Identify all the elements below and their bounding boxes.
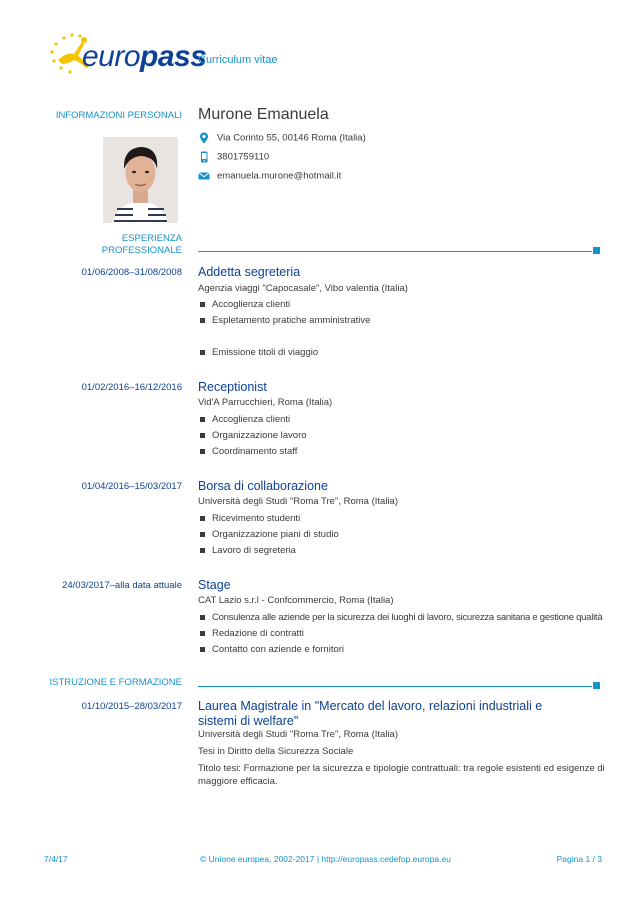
job-bullet (198, 612, 602, 623)
job-bullet (198, 299, 290, 310)
job-date: 01/06/2008–31/08/2008 (81, 267, 182, 278)
logo-text-pass: pass (140, 40, 207, 73)
education-thesis (198, 762, 605, 788)
bullet-text: Coordinamento staff (212, 446, 298, 457)
education-divider (198, 686, 592, 687)
person-name: Murone Emanuela (198, 106, 329, 123)
job-bullet (198, 347, 318, 358)
job-title: Addetta segreteria (198, 265, 301, 279)
footer-copyright[interactable]: © Unione europea, 2002-2017 | http://europass.cedefop.europa.eu (200, 854, 451, 864)
education-title-line1: Laurea Magistrale in "Mercato del lavoro, relazioni industriali e (198, 699, 543, 713)
mobile-phone-icon (198, 151, 210, 163)
phone-row (198, 151, 269, 163)
bullet-text: Redazione di contratti (212, 628, 304, 639)
education-label: ISTRUZIONE E FORMAZIONE (49, 677, 182, 688)
experience-divider (198, 251, 592, 252)
experience-divider-square (593, 247, 600, 254)
job-bullet (198, 414, 290, 425)
job-bullet (198, 644, 344, 655)
bullet-text: Organizzazione lavoro (212, 430, 307, 441)
job-bullet (198, 446, 297, 457)
bullet-text: Organizzazione piani di studio (212, 529, 339, 540)
education-title-line2: sistemi di welfare" (198, 714, 299, 728)
job-bullet (198, 513, 300, 524)
bullet-square (200, 350, 205, 355)
bullet-text: Contatto con aziende e fornitori (212, 644, 345, 655)
bullet-text: Ricevimento studenti (212, 513, 301, 524)
education-note: Tesi in Diritto della Sicurezza Sociale (198, 746, 354, 757)
job-date: 24/03/2017–alla data attuale (62, 580, 182, 591)
bullet-text: Accoglienza clienti (212, 414, 291, 425)
job-bullet (198, 430, 307, 441)
europass-wordmark (82, 40, 206, 74)
address-row (198, 132, 366, 144)
job-bullet (198, 628, 304, 639)
job-title: Borsa di collaborazione (198, 479, 328, 493)
job-bullet (198, 529, 339, 540)
phone-text: 3801759110 (217, 151, 270, 163)
bullet-text: Consulenza alle aziende per la sicurezza dei luoghi di lavoro, sicurezza sanitaria e gestione qualità (212, 612, 603, 623)
bullet-square (200, 449, 205, 454)
bullet-square (200, 516, 205, 521)
education-thesis-line2: maggiore efficacia. (198, 776, 278, 787)
education-thesis-line1: Titolo tesi: Formazione per la sicurezza e tipologie contrattuali: tra regole esistenti ed esigenze di (198, 763, 605, 774)
education-org: Università degli Studi "Roma Tre", Roma (Italia) (198, 729, 398, 740)
bullet-text: Emissione titoli di viaggio (212, 347, 319, 358)
logo-text-euro: euro (82, 40, 141, 73)
bullet-square (200, 631, 205, 636)
bullet-square (200, 532, 205, 537)
job-org: Vid'A Parrucchieri, Roma (Italia) (198, 397, 333, 408)
cv-title: Curriculum vitae (198, 54, 278, 66)
experience-label-line1: ESPERIENZA (121, 233, 182, 244)
email-link[interactable]: emanuela.murone@hotmail.it (217, 170, 342, 182)
job-title: Receptionist (198, 380, 267, 394)
job-bullet (198, 545, 296, 556)
bullet-square (200, 417, 205, 422)
envelope-icon (198, 170, 210, 182)
education-date: 01/10/2015–28/03/2017 (81, 701, 182, 712)
bullet-square (200, 433, 205, 438)
job-org: Università degli Studi "Roma Tre", Roma (Italia) (198, 496, 398, 507)
bullet-text: Espletamento pratiche amministrative (212, 315, 371, 326)
job-org: Agenzia viaggi "Capocasale", Vibo valentia (Italia) (198, 283, 408, 294)
experience-label (102, 233, 182, 257)
experience-label-line2: PROFESSIONALE (101, 245, 182, 256)
bullet-square (200, 302, 205, 307)
bullet-square (200, 615, 205, 620)
job-date: 01/04/2016–15/03/2017 (81, 481, 182, 492)
address-text: Via Corinto 55, 00146 Roma (Italia) (217, 132, 366, 144)
footer-date: 7/4/17 (44, 854, 68, 864)
bullet-text: Accoglienza clienti (212, 299, 291, 310)
location-pin-icon (198, 132, 210, 144)
job-org: CAT Lazio s.r.l - Confcommercio, Roma (Italia) (198, 595, 394, 606)
bullet-square (200, 318, 205, 323)
education-title (198, 699, 542, 729)
footer-page-number: Pagina 1 / 3 (556, 854, 602, 864)
bullet-text: Lavoro di segreteria (212, 545, 296, 556)
bullet-square (200, 647, 205, 652)
profile-photo (103, 137, 178, 223)
job-date: 01/02/2016–16/12/2016 (81, 382, 182, 393)
job-title: Stage (198, 578, 231, 592)
personal-info-label: INFORMAZIONI PERSONALI (55, 110, 182, 121)
job-bullet (198, 315, 370, 326)
education-divider-square (593, 682, 600, 689)
email-row (198, 170, 341, 182)
bullet-square (200, 548, 205, 553)
